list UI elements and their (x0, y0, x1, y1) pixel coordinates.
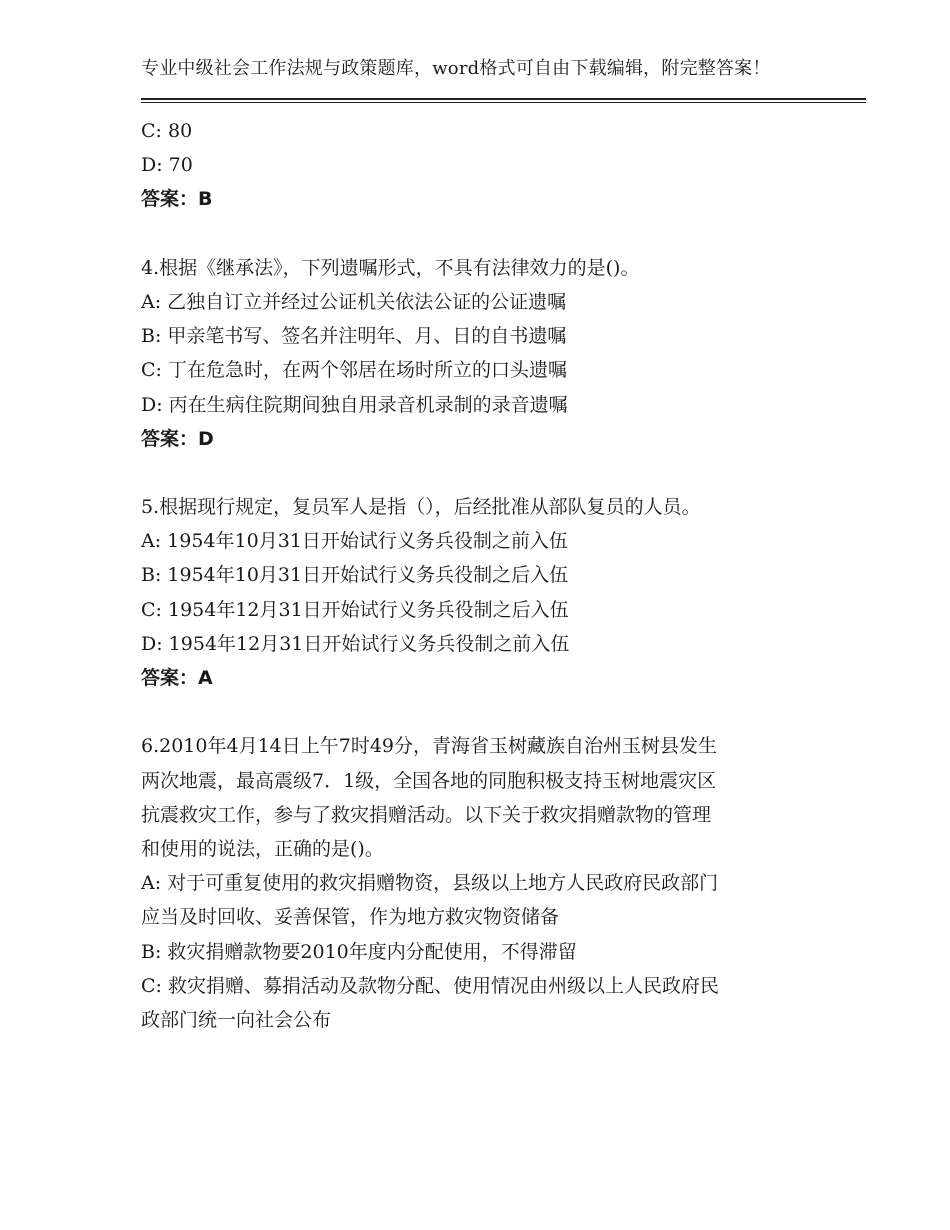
q3-option-c: C: 80 (141, 120, 193, 142)
q3-option-d: D: 70 (141, 154, 193, 177)
q5-option-c: C: 1954年12月31日开始试行义务兵役制之后入伍 (141, 598, 569, 621)
q6-question-line-1: 6.2010年4月14日上午7时49分，青海省玉树藏族自治州玉树县发生 (141, 735, 718, 758)
spacer (141, 695, 831, 729)
q6-question-line-2: 两次地震，最高震级7．1级，全国各地的同胞积极支持玉树地震灾区 (141, 769, 717, 792)
q4-answer: 答案：D (141, 427, 214, 450)
q6-option-c-line-2: 政部门统一向社会公布 (141, 1008, 332, 1031)
q4-question: 4.根据《继承法》，下列遗嘱形式，不具有法律效力的是()。 (141, 256, 640, 279)
q6-option-b: B: 救灾捐赠款物要2010年度内分配使用，不得滞留 (141, 940, 577, 963)
header-rule-thick (141, 98, 866, 100)
q4-option-c: C: 丁在危急时，在两个邻居在场时所立的口头遗嘱 (141, 359, 567, 382)
q6-option-a-line-2: 应当及时回收、妥善保管，作为地方救灾物资储备 (141, 906, 560, 929)
question-content (141, 114, 831, 1037)
q6-question-line-4: 和使用的说法，正确的是()。 (141, 837, 384, 860)
q3-answer: 答案：B (141, 188, 213, 211)
header-rule-thin (141, 102, 866, 103)
q6-option-a-line-1: A: 对于可重复使用的救灾捐赠物资，县级以上地方人民政府民政部门 (141, 872, 719, 895)
q5-option-b: B: 1954年10月31日开始试行义务兵役制之后入伍 (141, 564, 569, 587)
q4-option-b: B: 甲亲笔书写、签名并注明年、月、日的自书遗嘱 (141, 325, 567, 348)
spacer (141, 456, 831, 490)
q5-question: 5.根据现行规定，复员军人是指（），后经批准从部队复员的人员。 (141, 496, 701, 519)
q4-option-d: D: 丙在生病住院期间独自用录音机录制的录音遗嘱 (141, 393, 568, 416)
q6-question-line-3: 抗震救灾工作，参与了救灾捐赠活动。以下关于救灾捐赠款物的管理 (141, 803, 712, 826)
q5-option-a: A: 1954年10月31日开始试行义务兵役制之前入伍 (141, 530, 568, 553)
q4-option-a: A: 乙独自订立并经过公证机关依法公证的公证遗嘱 (141, 290, 567, 313)
q5-option-d: D: 1954年12月31日开始试行义务兵役制之前入伍 (141, 632, 570, 655)
page-header: 专业中级社会工作法规与政策题库，word格式可自由下载编辑，附完整答案！ (141, 58, 771, 79)
q6-option-c-line-1: C: 救灾捐赠、募捐活动及款物分配、使用情况由州级以上人民政府民 (141, 974, 719, 997)
spacer (141, 217, 831, 251)
q5-answer: 答案：A (141, 667, 213, 689)
